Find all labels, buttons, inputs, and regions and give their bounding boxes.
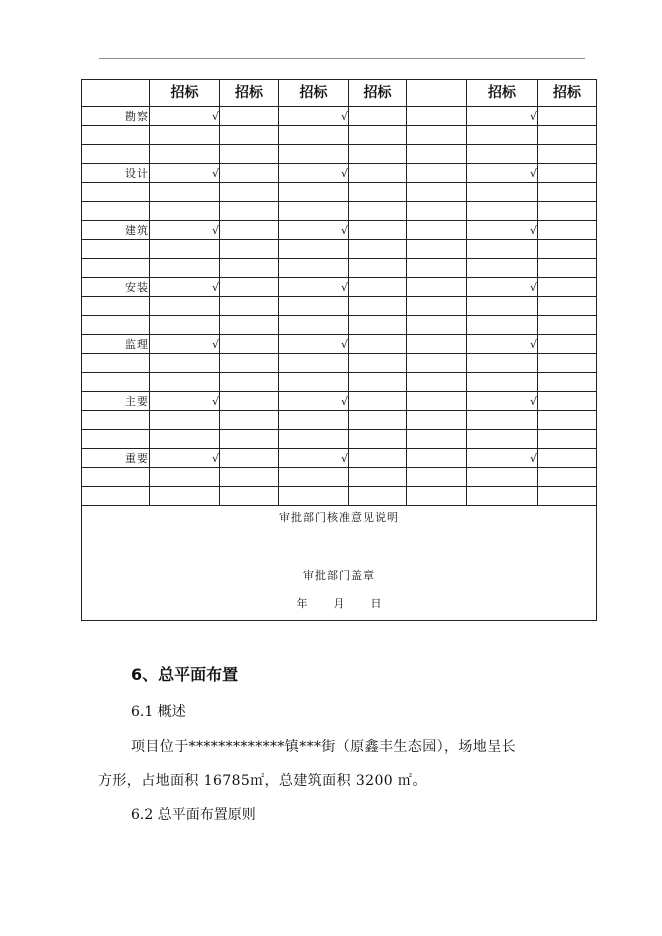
table-row-blank: [82, 487, 597, 506]
table-row-blank: [82, 373, 597, 392]
table-cell: [220, 449, 279, 468]
table-cell: [150, 316, 220, 335]
table-cell: [407, 164, 467, 183]
date-day-label: 日: [370, 597, 382, 610]
table-cell: [279, 126, 349, 145]
table-cell: [349, 126, 407, 145]
table-cell: [407, 126, 467, 145]
category-label: [82, 145, 150, 164]
body-text-line: 方形，占地面积 16785㎡，总建筑面积 3200 ㎡。: [98, 773, 427, 789]
table-cell: [220, 316, 279, 335]
table-cell: [538, 259, 597, 278]
table-cell: [150, 297, 220, 316]
check-mark: √: [467, 107, 538, 126]
table-cell: [279, 430, 349, 449]
approval-cell: [82, 506, 597, 621]
table-cell: [467, 126, 538, 145]
table-cell: [150, 468, 220, 487]
date-year-label: 年: [296, 597, 308, 610]
subsection-title-principles: 6.2 总平面布置原则: [131, 807, 256, 823]
table-cell: [407, 354, 467, 373]
table-cell: [279, 297, 349, 316]
table-cell: [220, 335, 279, 354]
table-cell: [279, 354, 349, 373]
category-label: [82, 202, 150, 221]
table-cell: [220, 202, 279, 221]
check-mark: √: [279, 107, 349, 126]
table-cell: [150, 411, 220, 430]
table-cell: [538, 373, 597, 392]
table-cell: [407, 183, 467, 202]
table-cell: [538, 240, 597, 259]
table-cell: [407, 240, 467, 259]
table-cell: [407, 278, 467, 297]
table-row-blank: [82, 354, 597, 373]
table-row-blank: [82, 316, 597, 335]
category-label: 安装: [82, 278, 150, 297]
table-cell: [349, 430, 407, 449]
check-mark: √: [150, 449, 220, 468]
table-cell: [150, 183, 220, 202]
table-row: [82, 335, 597, 354]
table-cell: [279, 316, 349, 335]
table-cell: [538, 126, 597, 145]
table-cell: [407, 487, 467, 506]
table-cell: [467, 145, 538, 164]
table-cell: [349, 183, 407, 202]
table-cell: [467, 430, 538, 449]
header-cell: 招标: [220, 80, 279, 107]
table-cell: [467, 316, 538, 335]
check-mark: √: [467, 392, 538, 411]
check-mark: √: [467, 221, 538, 240]
table-cell: [467, 202, 538, 221]
table-cell: [467, 487, 538, 506]
table-row-blank: [82, 145, 597, 164]
check-mark: √: [279, 221, 349, 240]
check-mark: √: [467, 449, 538, 468]
table-cell: [467, 468, 538, 487]
table-cell: [407, 392, 467, 411]
table-cell: [220, 164, 279, 183]
table-cell: [467, 183, 538, 202]
table-cell: [150, 126, 220, 145]
table-cell: [349, 449, 407, 468]
header-cell: 招标: [467, 80, 538, 107]
table-cell: [150, 354, 220, 373]
table-cell: [349, 164, 407, 183]
category-label: [82, 240, 150, 259]
table-cell: [150, 145, 220, 164]
table-cell: [220, 107, 279, 126]
table-cell: [407, 335, 467, 354]
check-mark: √: [279, 164, 349, 183]
table-cell: [538, 487, 597, 506]
table-cell: [538, 392, 597, 411]
table-row: [82, 278, 597, 297]
check-mark: √: [467, 335, 538, 354]
table-cell: [349, 221, 407, 240]
subsection-title-overview: 6.1 概述: [131, 704, 186, 720]
table-cell: [349, 411, 407, 430]
table-cell: [349, 316, 407, 335]
table-header-row: [82, 80, 597, 107]
table-cell: [150, 430, 220, 449]
bidding-table: [81, 79, 597, 621]
table-row: [82, 449, 597, 468]
table-cell: [349, 335, 407, 354]
category-label: [82, 316, 150, 335]
table-row-blank: [82, 240, 597, 259]
table-cell: [349, 354, 407, 373]
table-row-blank: [82, 126, 597, 145]
date-month-label: 月: [333, 597, 345, 610]
check-mark: √: [279, 449, 349, 468]
table-cell: [538, 316, 597, 335]
table-cell: [349, 145, 407, 164]
table-row: [82, 107, 597, 126]
table-cell: [407, 449, 467, 468]
table-cell: [279, 487, 349, 506]
approval-date: [82, 598, 596, 609]
table-cell: [538, 335, 597, 354]
table-cell: [150, 487, 220, 506]
check-mark: √: [150, 392, 220, 411]
check-mark: √: [150, 221, 220, 240]
table-cell: [349, 278, 407, 297]
table-row: [82, 164, 597, 183]
table-cell: [349, 468, 407, 487]
table-cell: [220, 468, 279, 487]
table-cell: [407, 202, 467, 221]
table-cell: [467, 373, 538, 392]
table-cell: [220, 183, 279, 202]
category-label: [82, 126, 150, 145]
approval-row: [82, 506, 597, 621]
table-cell: [349, 392, 407, 411]
table-cell: [349, 259, 407, 278]
table-cell: [538, 449, 597, 468]
table-cell: [407, 297, 467, 316]
table-row-blank: [82, 411, 597, 430]
table-cell: [279, 411, 349, 430]
table-cell: [407, 259, 467, 278]
header-cell: [407, 80, 467, 107]
table-cell: [467, 259, 538, 278]
approval-title: 审批部门核准意见说明: [279, 511, 399, 524]
table-cell: [150, 259, 220, 278]
table-cell: [220, 487, 279, 506]
header-rule: [99, 58, 585, 59]
table-cell: [220, 278, 279, 297]
table-cell: [407, 145, 467, 164]
table-cell: [538, 164, 597, 183]
table-cell: [349, 297, 407, 316]
table-cell: [407, 411, 467, 430]
category-label: [82, 354, 150, 373]
header-cell: [82, 80, 150, 107]
table-cell: [538, 145, 597, 164]
category-label: [82, 430, 150, 449]
table-cell: [538, 107, 597, 126]
approval-seal-label: 审批部门盖章: [303, 569, 375, 582]
table-row-blank: [82, 202, 597, 221]
table-cell: [538, 411, 597, 430]
table-cell: [538, 297, 597, 316]
table-cell: [467, 240, 538, 259]
table-row: [82, 392, 597, 411]
table-cell: [467, 411, 538, 430]
table-cell: [349, 202, 407, 221]
category-label: [82, 259, 150, 278]
check-mark: √: [150, 107, 220, 126]
table-cell: [220, 430, 279, 449]
table-row-blank: [82, 430, 597, 449]
category-label: [82, 487, 150, 506]
category-label: 主要: [82, 392, 150, 411]
check-mark: √: [150, 164, 220, 183]
table-cell: [407, 316, 467, 335]
table-cell: [279, 468, 349, 487]
table-cell: [538, 430, 597, 449]
table-cell: [407, 221, 467, 240]
table-cell: [538, 354, 597, 373]
table-cell: [407, 107, 467, 126]
table-cell: [349, 107, 407, 126]
category-label: [82, 411, 150, 430]
table-cell: [279, 259, 349, 278]
check-mark: √: [279, 278, 349, 297]
header-cell: 招标: [538, 80, 597, 107]
table-row-blank: [82, 468, 597, 487]
header-cell: 招标: [279, 80, 349, 107]
category-label: [82, 183, 150, 202]
table-cell: [538, 278, 597, 297]
check-mark: √: [150, 278, 220, 297]
category-label: [82, 468, 150, 487]
table-cell: [220, 392, 279, 411]
table-row-blank: [82, 183, 597, 202]
table-cell: [279, 373, 349, 392]
section-heading: 6、总平面布置: [131, 665, 239, 684]
table-row-blank: [82, 259, 597, 278]
table-cell: [150, 240, 220, 259]
table-cell: [467, 297, 538, 316]
table-cell: [407, 468, 467, 487]
table-row: [82, 221, 597, 240]
check-mark: √: [467, 164, 538, 183]
category-label: 重要: [82, 449, 150, 468]
table-cell: [220, 373, 279, 392]
header-cell: 招标: [349, 80, 407, 107]
table-cell: [538, 202, 597, 221]
category-label: [82, 297, 150, 316]
check-mark: √: [279, 392, 349, 411]
table-cell: [279, 202, 349, 221]
header-cell: 招标: [150, 80, 220, 107]
table-cell: [220, 145, 279, 164]
table-cell: [349, 240, 407, 259]
table-cell: [220, 126, 279, 145]
table-cell: [220, 297, 279, 316]
table-cell: [349, 373, 407, 392]
table-cell: [538, 183, 597, 202]
table-cell: [220, 221, 279, 240]
table-cell: [279, 145, 349, 164]
table-cell: [467, 354, 538, 373]
table-cell: [220, 240, 279, 259]
table-cell: [150, 202, 220, 221]
check-mark: √: [467, 278, 538, 297]
table-cell: [538, 468, 597, 487]
table-cell: [279, 183, 349, 202]
category-label: 设计: [82, 164, 150, 183]
category-label: [82, 373, 150, 392]
category-label: 勘察: [82, 107, 150, 126]
check-mark: √: [150, 335, 220, 354]
category-label: 建筑: [82, 221, 150, 240]
table-cell: [150, 373, 220, 392]
category-label: 监理: [82, 335, 150, 354]
table-cell: [220, 411, 279, 430]
table-cell: [538, 221, 597, 240]
table-cell: [349, 487, 407, 506]
table-cell: [407, 373, 467, 392]
table-row-blank: [82, 297, 597, 316]
table-cell: [279, 240, 349, 259]
check-mark: √: [279, 335, 349, 354]
table-cell: [407, 430, 467, 449]
body-text-line: 项目位于*************镇***街（原鑫丰生态园），场地呈长: [131, 739, 516, 755]
table-cell: [220, 354, 279, 373]
table-cell: [220, 259, 279, 278]
